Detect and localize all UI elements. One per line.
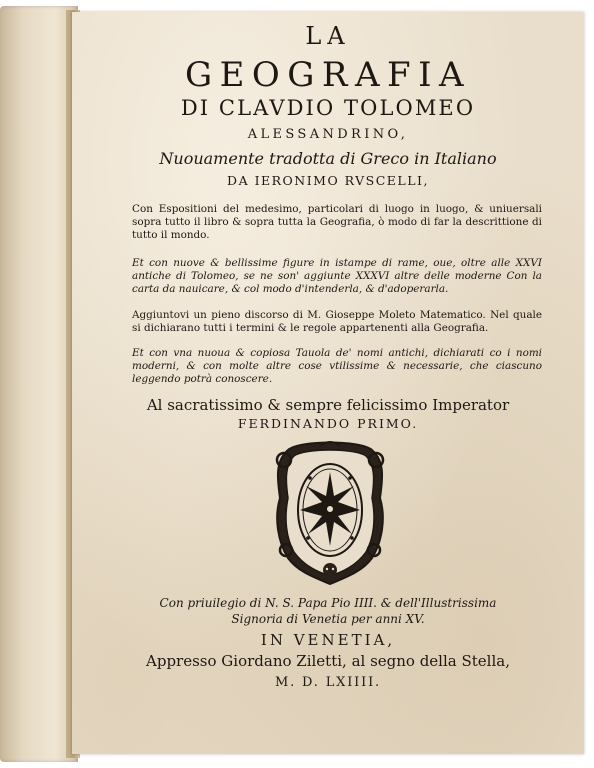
translator-line: DA IERONIMO RVSCELLI, [227, 173, 429, 188]
imprint-city: IN VENETIA, [260, 631, 396, 649]
title-geografia: GEOGRAFIA [184, 55, 472, 95]
paragraph-tauola: Et con vna nuoua & copiosa Tauola de' nomi antichi, dichiarati co i nomi moderni, & con molte altre cose vtilissime & necessarie, che ciascuno leggendo potrà conoscere. [132, 347, 542, 385]
dedicatee-line: FERDINANDO PRIMO. [237, 416, 419, 431]
paragraph-nuove-figure: Et con nuove & bellissime figure in istampe di rame, oue, oltre alle XXVI antiche di Tolomeo, se ne son' aggiunte XXXVI altre delle moderne Con la carta da nauicare, & col modo d'intenderla, & d'adoperarla. [132, 257, 542, 295]
printers-mark [274, 438, 386, 588]
paragraph-espositioni: Con Espositioni del medesimo, particolari di luogo in luogo, & uniuersali sopra tutto il libro & sopra tutta la Geografia, ò modo di far la descrittione di tutto il mondo. [132, 203, 542, 241]
title-author: DI CLAVDIO TOLOMEO [180, 96, 476, 120]
title-alessandrino: ALESSANDRINO, [247, 127, 409, 142]
imprint-printer: Appresso Giordano Ziletti, al segno della Stella, [146, 652, 510, 670]
paragraph-aggiuntovi: Aggiuntovi un pieno discorso di M. Gioseppe Moleto Matematico. Nel quale si dichiarano tutti i termini & le regole appartenenti alla Geografia. [132, 309, 542, 334]
privilege-line: Con priuilegio di N. S. Papa Pio IIII. & dell'Illustrissima [159, 596, 497, 610]
subtitle-translation: Nuouamente tradotta di Greco in Italiano [159, 149, 497, 168]
title-la: LA [305, 22, 351, 50]
star-shield-icon [274, 438, 386, 588]
signoria-line: Signoria di Venetia per anni XV. [231, 612, 425, 626]
dedication-line: Al sacratissimo & sempre felicissimo Imperator [146, 396, 510, 414]
imprint-date: M. D. LXIIII. [274, 675, 382, 690]
